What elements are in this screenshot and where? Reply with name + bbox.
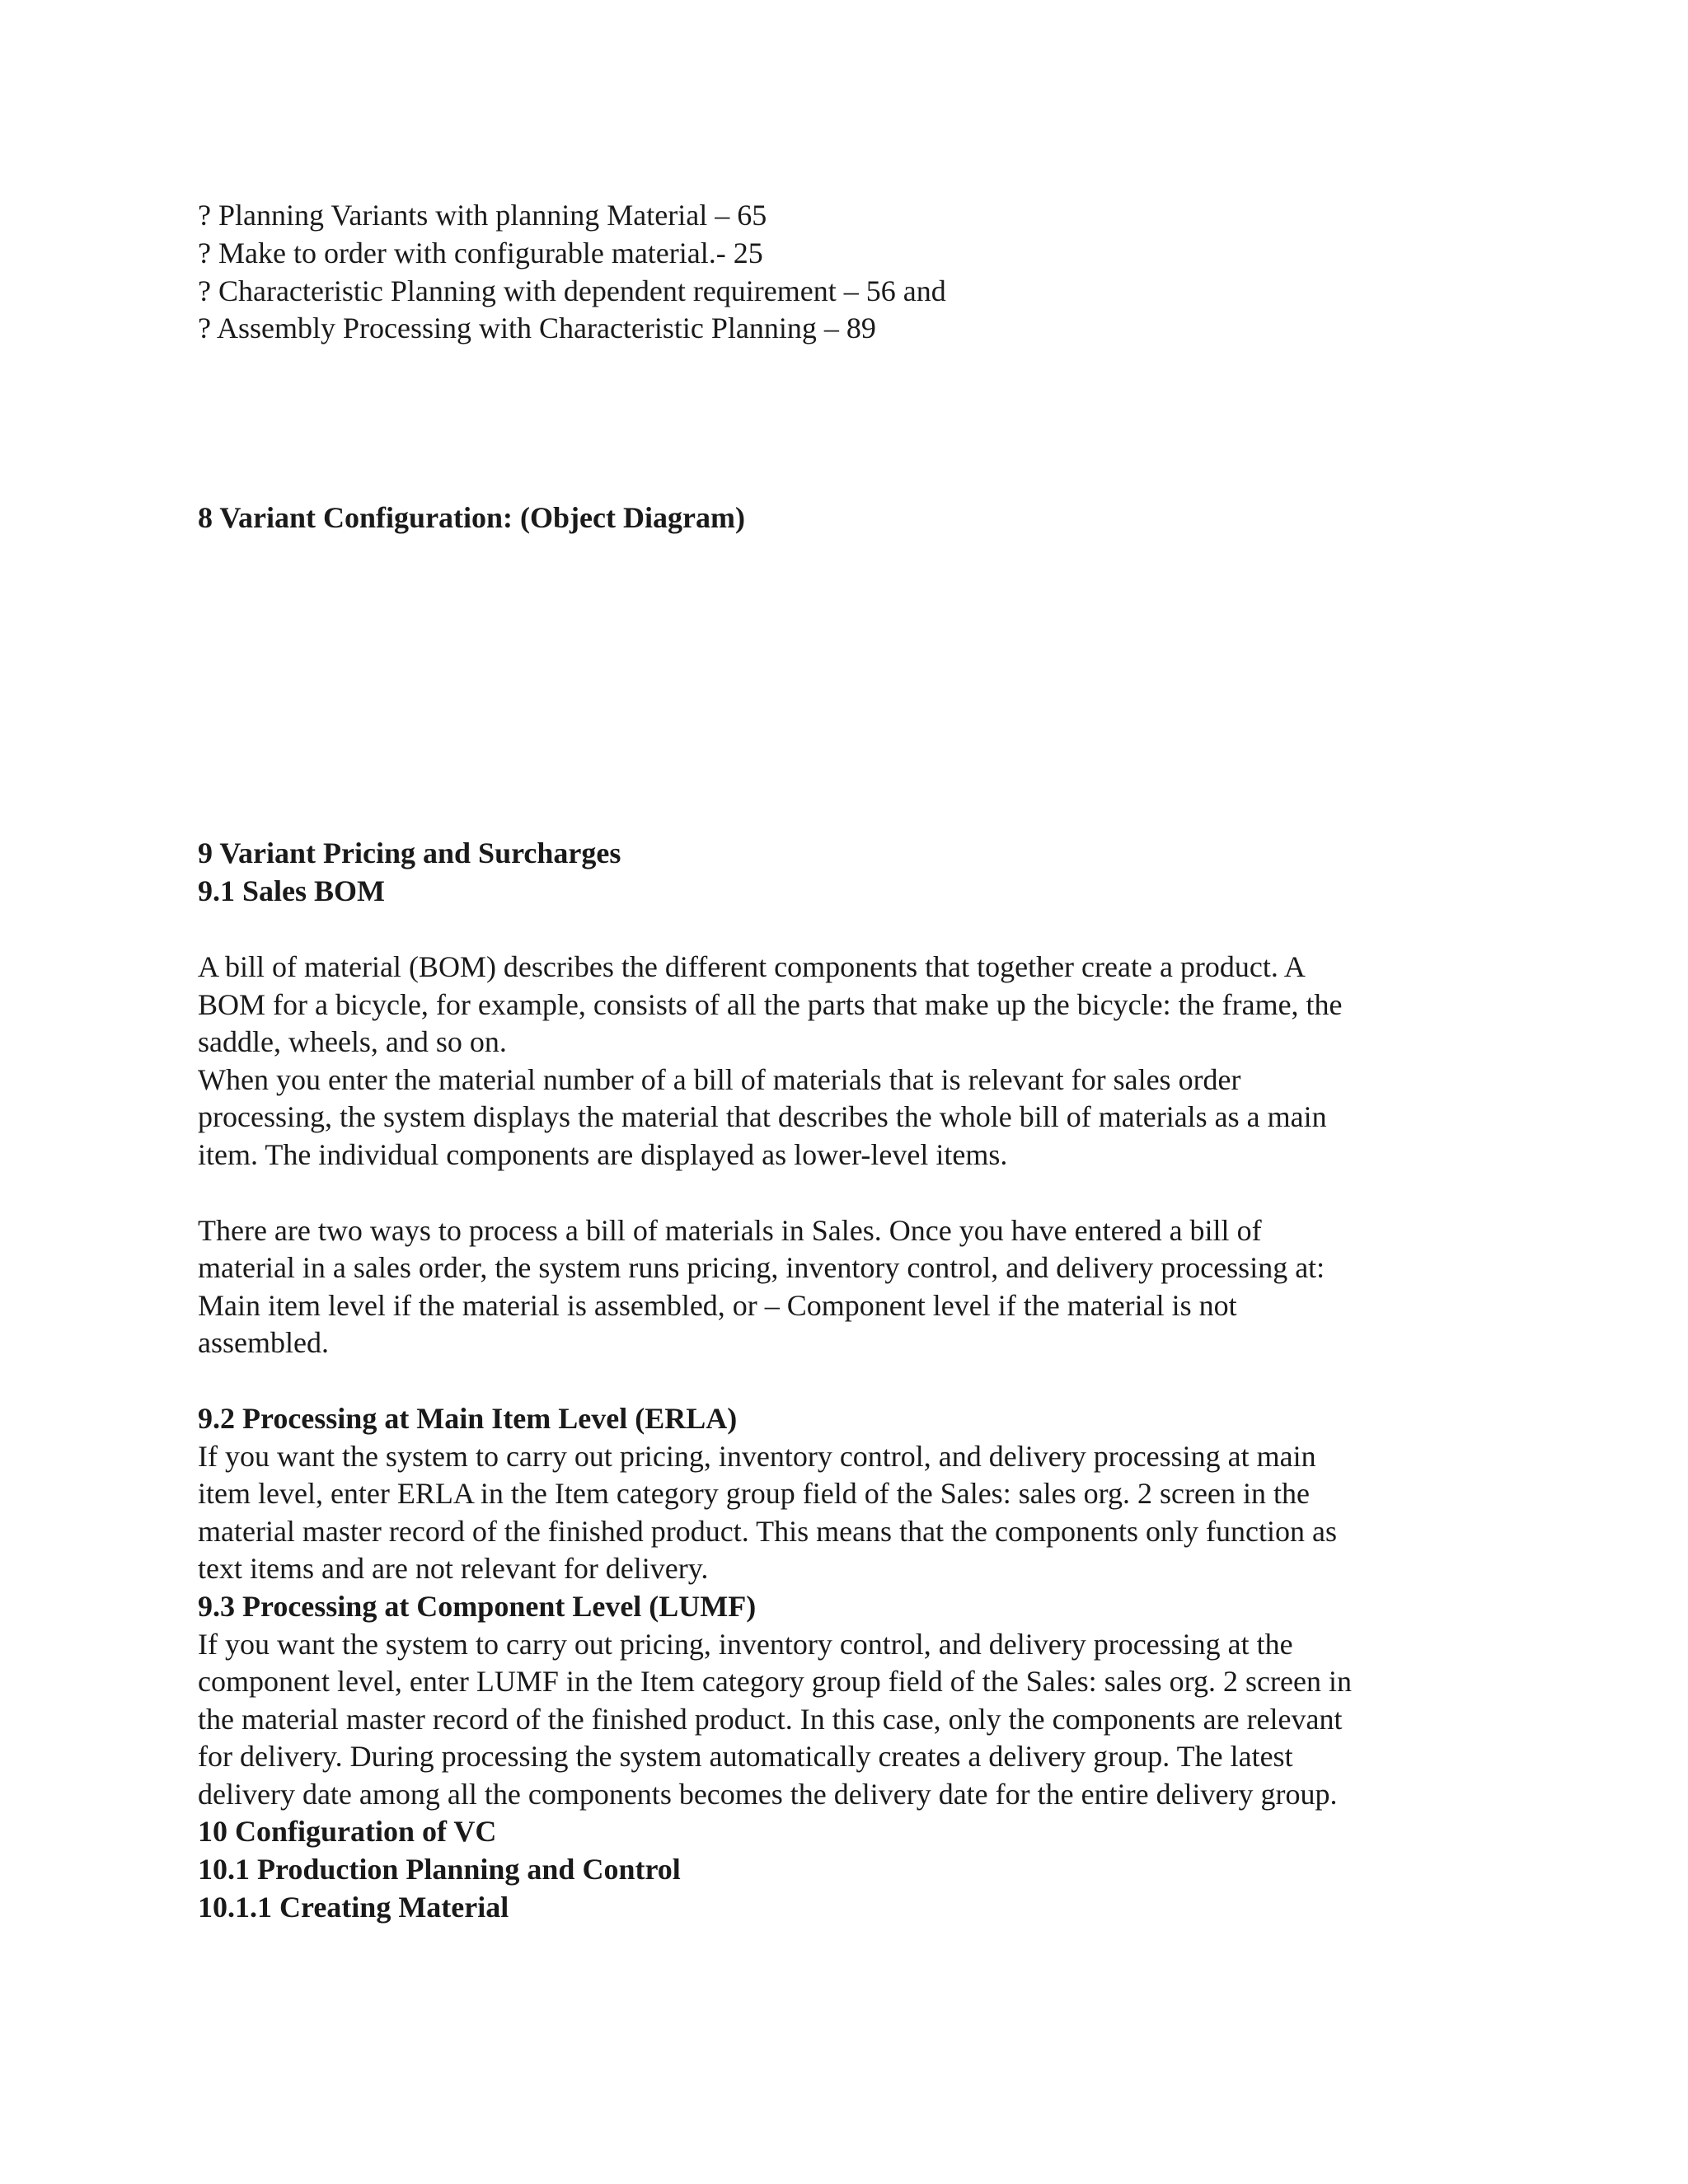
section-10-1-heading: 10.1 Production Planning and Control — [198, 1853, 681, 1886]
section-9-1-heading: 9.1 Sales BOM — [198, 874, 386, 907]
bullet-item: ? Make to order with configurable material.- 25 — [198, 237, 763, 269]
paragraph-line: processing, the system displays the material that describes the whole bill of materials as a main — [198, 1100, 1327, 1133]
section-9-3-heading: 9.3 Processing at Component Level (LUMF) — [198, 1590, 757, 1623]
paragraph-line: component level, enter LUMF in the Item category group field of the Sales: sales org. 2 screen in — [198, 1665, 1352, 1698]
section-10-1-1-heading: 10.1.1 Creating Material — [198, 1891, 509, 1924]
paragraph-line: material in a sales order, the system runs pricing, inventory control, and delivery processing at: — [198, 1251, 1325, 1284]
paragraph-line: If you want the system to carry out pricing, inventory control, and delivery processing at main — [198, 1440, 1316, 1473]
paragraph-line: item level, enter ERLA in the Item category group field of the Sales: sales org. 2 screen in the — [198, 1477, 1310, 1510]
paragraph-line: There are two ways to process a bill of materials in Sales. Once you have entered a bill of — [198, 1214, 1262, 1247]
paragraph-line: item. The individual components are displayed as lower-level items. — [198, 1138, 1008, 1171]
paragraph-line: material master record of the finished product. This means that the components only function as — [198, 1515, 1337, 1548]
section-9-heading: 9 Variant Pricing and Surcharges — [198, 837, 621, 869]
section-10-heading: 10 Configuration of VC — [198, 1815, 497, 1848]
paragraph-line: saddle, wheels, and so on. — [198, 1025, 507, 1058]
paragraph-line: Main item level if the material is assembled, or – Component level if the material is not — [198, 1289, 1237, 1322]
paragraph-line: text items and are not relevant for delivery. — [198, 1552, 709, 1585]
section-9-2-heading: 9.2 Processing at Main Item Level (ERLA) — [198, 1402, 738, 1435]
section-8-heading: 8 Variant Configuration: (Object Diagram) — [198, 501, 745, 534]
paragraph-line: A bill of material (BOM) describes the different components that together create a product. A — [198, 950, 1306, 983]
paragraph-line: for delivery. During processing the system automatically creates a delivery group. The latest — [198, 1740, 1293, 1773]
paragraph-line: If you want the system to carry out pricing, inventory control, and delivery processing at the — [198, 1628, 1293, 1661]
paragraph-line: When you enter the material number of a bill of materials that is relevant for sales order — [198, 1063, 1241, 1096]
paragraph-line: assembled. — [198, 1326, 329, 1359]
paragraph-line: BOM for a bicycle, for example, consists of all the parts that make up the bicycle: the frame, the — [198, 988, 1343, 1021]
bullet-item: ? Characteristic Planning with dependent requirement – 56 and — [198, 274, 946, 307]
paragraph-line: the material master record of the finished product. In this case, only the components are relevant — [198, 1703, 1343, 1736]
bullet-item: ? Assembly Processing with Characteristic Planning – 89 — [198, 312, 876, 344]
bullet-item: ? Planning Variants with planning Material – 65 — [198, 199, 767, 232]
paragraph-line: delivery date among all the components becomes the delivery date for the entire delivery group. — [198, 1778, 1338, 1811]
